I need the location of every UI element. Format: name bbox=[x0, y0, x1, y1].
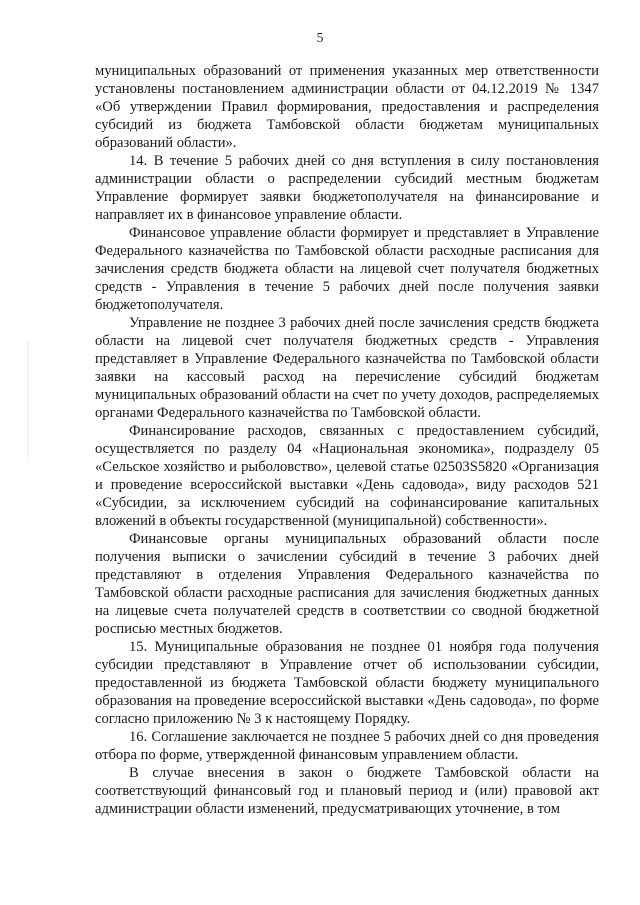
paragraph-5: Финансирование расходов, связанных с предоставлением субсидий, осуществляется по разделу 04 «Национальная экономика», подразделу 05 «Сельское хозяйство и рыболовство», целевой статье 02503S5820 «Организация и проведение всероссийской выставки «День садовода», виду расходов 521 «Субсидии, за исключением субсидий на софинансирование капитальных вложений в объекты государственной (муниципальной) собственности». bbox=[95, 423, 599, 529]
paragraph-6: Финансовые органы муниципальных образований области после получения выписки о зачислении субсидий в течение 3 рабочих дней представляют в отделения Управления Федерального казначейства по Тамбовской области расходные расписания для зачисления бюджетных данных на лицевые счета получателей средств в соответствии со сводной бюджетной росписью местных бюджетов. bbox=[95, 531, 599, 637]
paragraph-8: 16. Соглашение заключается не позднее 5 рабочих дней со дня проведения отбора по форме, утвержденной финансовым управлением области. bbox=[95, 729, 599, 763]
paragraph-9: В случае внесения в закон о бюджете Тамбовской области на соответствующий финансовый год и плановый период и (или) правовой акт администрации области изменений, предусматривающих уточнение, в том bbox=[95, 765, 599, 817]
paragraph-7: 15. Муниципальные образования не позднее 01 ноября года получения субсидии представляют в Управление отчет об использовании субсидии, предоставленной из бюджета Тамбовской области бюджету муниципального образования на проведение всероссийской выставки «День садовода», по форме согласно приложению № 3 к настоящему Порядку. bbox=[95, 639, 599, 727]
paragraph-3: Финансовое управление области формирует и представляет в Управление Федерального казначейства по Тамбовской области расходные расписания для зачисления средств бюджета области на лицевой счет получателя бюджетных средств - Управления в течение 5 рабочих дней после получения заявки бюджетополучателя. bbox=[95, 225, 599, 313]
document-body bbox=[95, 62, 599, 818]
paragraph-2: 14. В течение 5 рабочих дней со дня вступления в силу постановления администрации области о распределении субсидий местным бюджетам Управление формирует заявки бюджетополучателя на финансирование и направляет их в финансовое управление области. bbox=[95, 153, 599, 223]
paragraph-4: Управление не позднее 3 рабочих дней после зачисления средств бюджета области на лицевой счет получателя бюджетных средств - Управления представляет в Управление Федерального казначейства по Тамбовской области заявки на кассовый расход на перечисление субсидий бюджетам муниципальных образований области на счет по учету доходов, распределяемых органами Федерального казначейства по Тамбовской области. bbox=[95, 315, 599, 421]
page-number: 5 bbox=[316, 30, 324, 45]
margin-mark bbox=[28, 340, 37, 460]
paragraph-1: муниципальных образований от применения указанных мер ответственности установлены постановлением администрации области от 04.12.2019 № 1347 «Об утверждении Правил формирования, предоставления и распределения субсидий из бюджета Тамбовской области бюджетам муниципальных образований области». bbox=[95, 63, 599, 151]
